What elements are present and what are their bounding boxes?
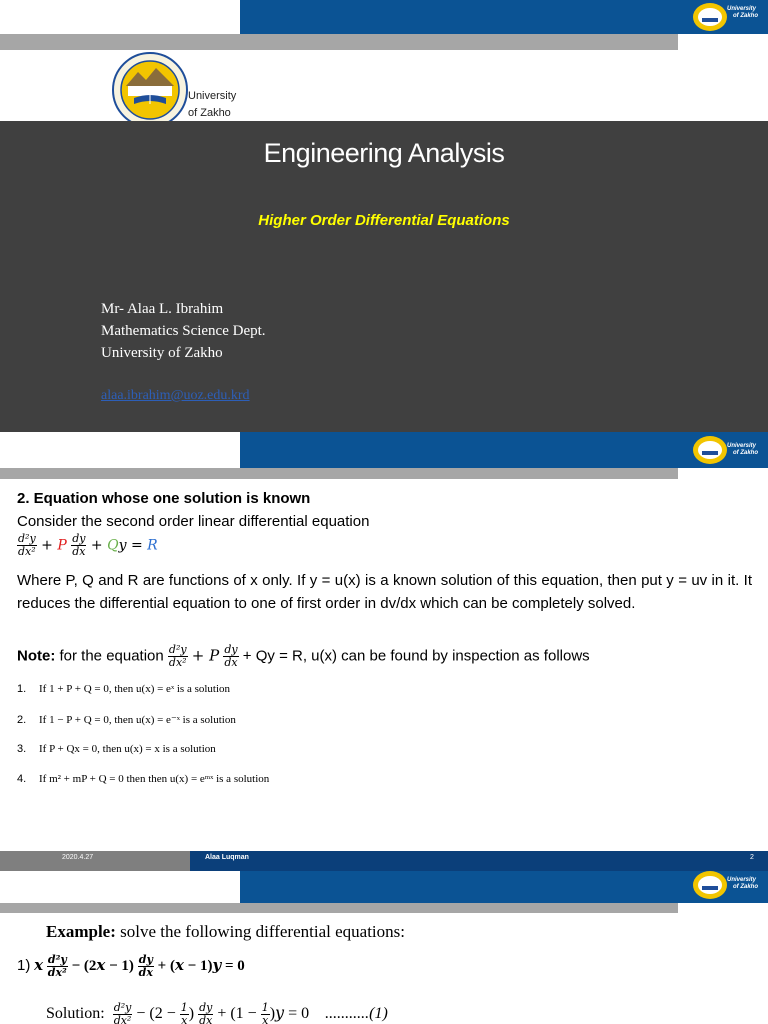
note-line: Note: for the equation $\frac{\text{d²y}}{\text{dx²}}$ + P $\frac{dy}{dx}$ + Qy = R, u(x) can be found by inspection as follows (17, 643, 590, 669)
note-text-b: + Qy = R, u(x) can be found by inspection as follows (238, 647, 590, 665)
university-logo-small-icon (692, 870, 728, 900)
note-text-a: for the equation (55, 647, 168, 665)
equation-tag: ...........(1) (325, 1005, 388, 1023)
header-logo-text: University of Zakho (727, 6, 758, 19)
footer-date: 2020.4.27 (62, 854, 94, 861)
slide2-footer-date-panel (0, 851, 190, 871)
note-label: Note: (17, 647, 56, 665)
example-label: Example: (46, 922, 116, 941)
footer-page-number: 2 (750, 854, 754, 861)
example-equation-1: 1) x $\frac{\text{d²y}}{\text{dx²}}$ − (2x − 1) $\frac{dy}{dx}$ + (x − 1)y = 0 (17, 953, 245, 979)
author-name: Mr- Alaa L. Ibrahim (101, 301, 224, 317)
author-email-link[interactable]: alaa.ibrahim@uoz.edu.krd (101, 388, 250, 403)
slide1-header-gray (0, 34, 678, 50)
presentation-title: Engineering Analysis (263, 138, 505, 168)
university-name: University of Zakho (188, 90, 237, 119)
author-department: Mathematics Science Dept. (101, 323, 266, 339)
section-heading: 2. Equation whose one solution is known (17, 490, 311, 507)
solution-line: Solution: $\frac{\text{d²y}}{\text{dx²}}$ − (2 − $\frac{1}{x}$ ) $\frac{dy}{dx}$ + (1 − $\frac{1}{x}$ )y = 0 ...........(1) (46, 1001, 388, 1024)
slide1-header-blue (240, 0, 768, 34)
slide2-header-gray (0, 468, 678, 479)
slide3-header-blue (240, 871, 768, 903)
header-logo-text: University of Zakho (727, 443, 758, 456)
example-line (46, 922, 405, 942)
explanation-paragraph: Where P, Q and R are functions of x only. If y = u(x) is a known solution of this equation, then put y = uv in it. It reduces the differential equation to one of first order in dv/dx which can be completely solved. (17, 572, 752, 612)
university-logo-small-icon (692, 435, 728, 465)
footer-author: Alaa Luqman (205, 854, 249, 861)
university-logo-small-icon (692, 2, 728, 32)
intro-text: Consider the second order linear differential equation (17, 513, 370, 530)
list-item: 4. If m² + mP + Q = 0 then then u(x) = eᵐˣ is a solution (17, 773, 270, 785)
author-university: University of Zakho (101, 345, 223, 361)
list-item: 1. If 1 + P + Q = 0, then u(x) = eˣ is a solution (17, 683, 231, 695)
presentation-subtitle: Higher Order Differential Equations (258, 212, 510, 229)
university-seal-icon (112, 52, 188, 128)
author-block (101, 298, 266, 364)
header-logo-text: University of Zakho (727, 877, 758, 890)
equation-number: 1) (17, 956, 31, 974)
slide3-header-gray (0, 903, 678, 913)
main-equation: $\frac{\text{d²y}}{\text{dx²}}$ + P $\frac{dy}{dx}$ + Qy = R (18, 532, 158, 558)
example-text: solve the following differential equations: (115, 922, 405, 941)
slide2-header-blue (240, 432, 768, 468)
list-item: 2. If 1 − P + Q = 0, then u(x) = e⁻ˣ is a solution (17, 714, 236, 726)
solution-label: Solution: (46, 1005, 105, 1023)
list-item: 3. If P + Qx = 0, then u(x) = x is a solution (17, 743, 216, 755)
